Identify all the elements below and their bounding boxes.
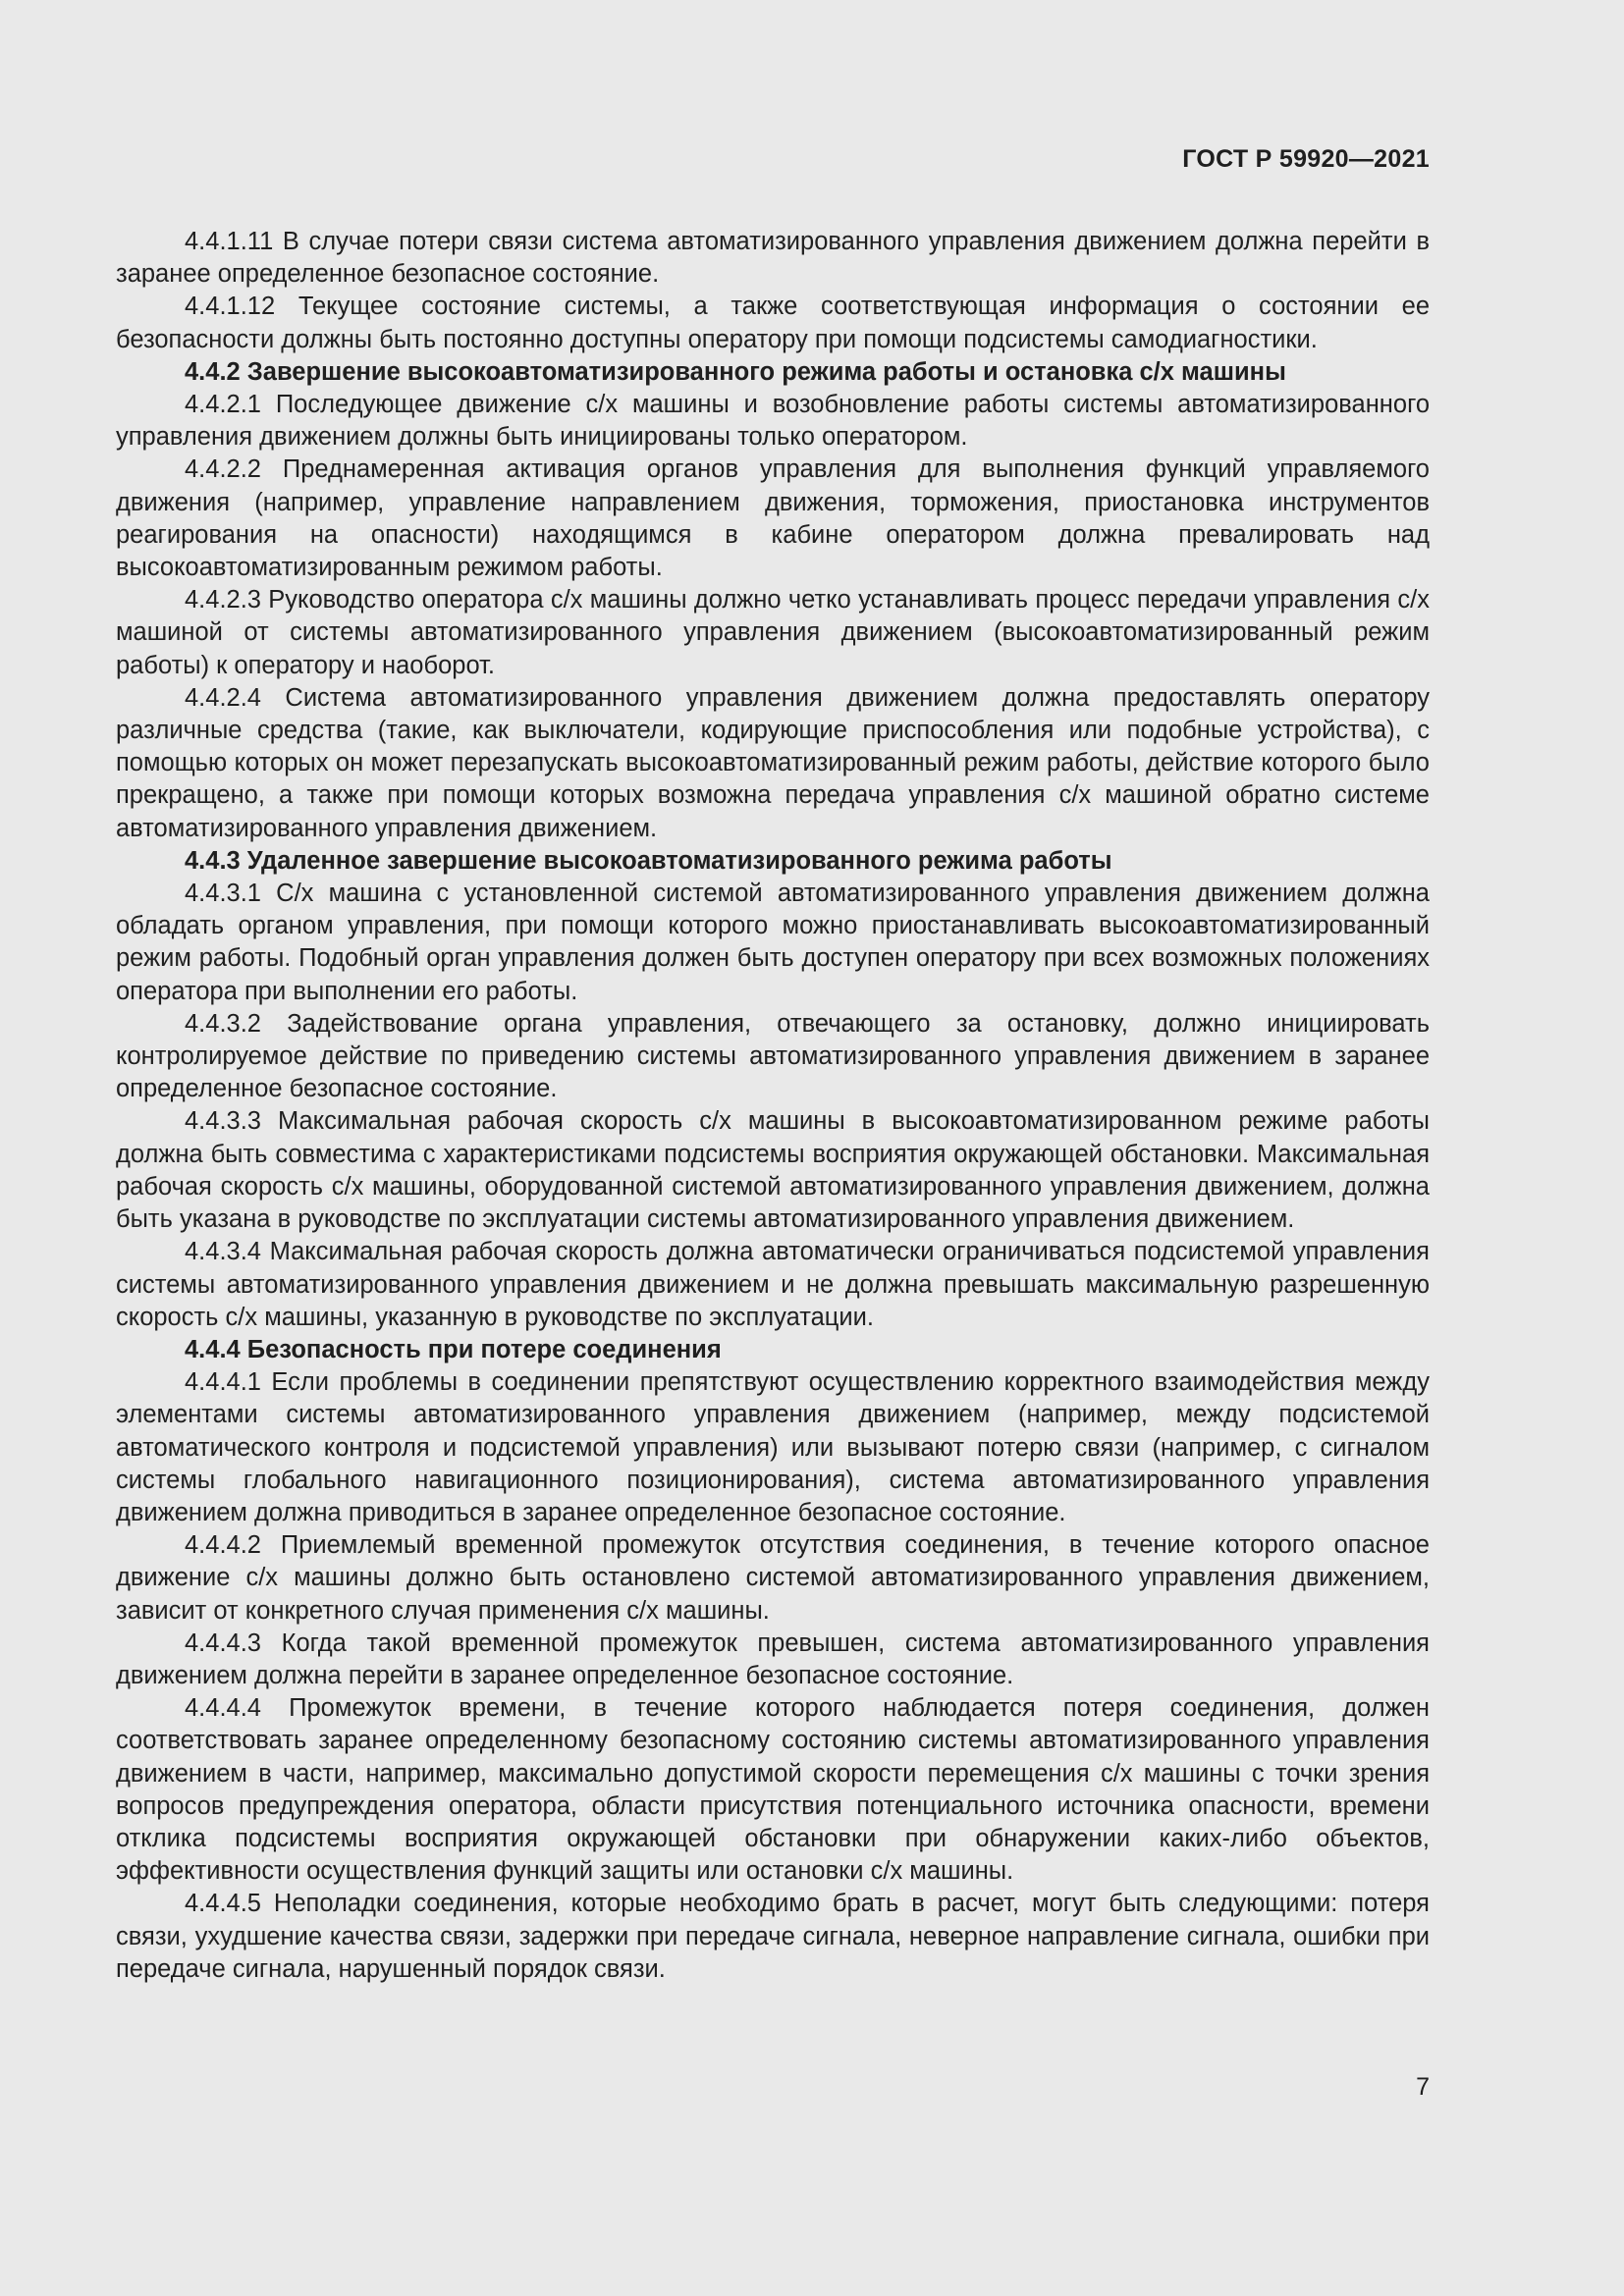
section-heading-4-4-4: 4.4.4 Безопасность при потере соединения	[185, 1335, 722, 1363]
paragraph-4-4-4-5: 4.4.4.5 Неполадки соединения, которые необходимо брать в расчет, могут быть следующими: потеря связи, ухудшение качества связи, задержки при передаче сигнала, неверное направление сигнала, ошибки при передаче сигнала, нарушенный порядок связи.	[116, 1890, 1430, 1983]
paragraph-4-4-2-3: 4.4.2.3 Руководство оператора с/х машины должно четко устанавливать процесс передачи управления с/х машиной от системы автоматизированного управления движением (высокоавтоматизированный режим работы) к оператору и наоборот.	[116, 586, 1430, 679]
paragraph-4-4-2-2: 4.4.2.2 Преднамеренная активация органов управления для выполнения функций управляемого движения (например, управление направлением движения, торможения, приостановка инструментов реагирования на опасности) находящимся в кабине оператором должна превалировать над высокоавтоматизированным режимом работы.	[116, 455, 1430, 582]
paragraph-4-4-2-4: 4.4.2.4 Система автоматизированного управления движением должна предоставлять оператору различные средства (такие, как выключатели, кодирующие приспособления или подобные устройства), с помощью которых он может перезапускать высокоавтоматизированный режим работы, действие которого было прекращено, а также при помощи которых возможна передача управления с/х машиной обратно системе автоматизированного управления движением.	[116, 683, 1430, 842]
paragraph-4-4-2-1: 4.4.2.1 Последующее движение с/х машины и возобновление работы системы автоматизированного управления движением должны быть инициированы только оператором.	[116, 391, 1430, 452]
paragraph-4-4-3-4: 4.4.3.4 Максимальная рабочая скорость должна автоматически ограничиваться подсистемой управления системы автоматизированного управления движением и не должна превышать максимальную разрешенную скорость с/х машины, указанную в руководстве по эксплуатации.	[116, 1238, 1430, 1331]
document-body	[116, 226, 1430, 1986]
paragraph-4-4-3-2: 4.4.3.2 Задействование органа управления, отвечающего за остановку, должно инициировать контролируемое действие по приведению системы автоматизированного управления движением в заранее определенное безопасное состояние.	[116, 1009, 1430, 1103]
paragraph-4-4-1-11: 4.4.1.11 В случае потери связи система автоматизированного управления движением должна перейти в заранее определенное безопасное состояние.	[116, 228, 1430, 289]
section-heading-4-4-3: 4.4.3 Удаленное завершение высокоавтоматизированного режима работы	[185, 846, 1112, 875]
section-heading-4-4-2: 4.4.2 Завершение высокоавтоматизированного режима работы и остановка с/х машины	[185, 357, 1286, 386]
paragraph-4-4-4-4: 4.4.4.4 Промежуток времени, в течение которого наблюдается потеря соединения, должен соответствовать заранее определенному безопасному состоянию системы автоматизированного управления движением в части, например, максимально допустимой скорости перемещения с/х машины с точки зрения вопросов предупреждения оператора, области присутствия потенциального источника опасности, времени отклика подсистемы восприятия окружающей обстановки при обнаружении каких-либо объектов, эффективности осуществления функций защиты или остановки с/х машины.	[116, 1694, 1430, 1886]
page-number: 7	[1416, 2073, 1430, 2101]
paragraph-4-4-4-1: 4.4.4.1 Если проблемы в соединении препятствуют осуществлению корректного взаимодействия между элементами системы автоматизированного управления движением (например, между подсистемой автоматического контроля и подсистемой управления) или вызывают потерю связи (например, с сигналом системы глобального навигационного позиционирования), система автоматизированного управления движением должна приводиться в заранее определенное безопасное состояние.	[116, 1368, 1430, 1526]
paragraph-4-4-4-3: 4.4.4.3 Когда такой временной промежуток превышен, система автоматизированного управления движением должна перейти в заранее определенное безопасное состояние.	[116, 1629, 1430, 1689]
paragraph-4-4-1-12: 4.4.1.12 Текущее состояние системы, а также соответствующая информация о состоянии ее безопасности должны быть постоянно доступны оператору при помощи подсистемы самодиагностики.	[116, 293, 1430, 353]
paragraph-4-4-3-3: 4.4.3.3 Максимальная рабочая скорость с/х машины в высокоавтоматизированном режиме работы должна быть совместима с характеристиками подсистемы восприятия окружающей обстановки. Максимальная рабочая скорость с/х машины, оборудованной системой автоматизированного управления движением, должна быть указана в руководстве по эксплуатации системы автоматизированного управления движением.	[116, 1107, 1430, 1234]
document-code-header: ГОСТ Р 59920—2021	[1182, 145, 1430, 173]
paragraph-4-4-4-2: 4.4.4.2 Приемлемый временной промежуток отсутствия соединения, в течение которого опасное движение с/х машины должно быть остановлено системой автоматизированного управления движением, зависит от конкретного случая применения с/х машины.	[116, 1531, 1430, 1625]
paragraph-4-4-3-1: 4.4.3.1 С/х машина с установленной системой автоматизированного управления движением должна обладать органом управления, при помощи которого можно приостанавливать высокоавтоматизированный режим работы. Подобный орган управления должен быть доступен оператору при всех возможных положениях оператора при выполнении его работы.	[116, 880, 1430, 1005]
